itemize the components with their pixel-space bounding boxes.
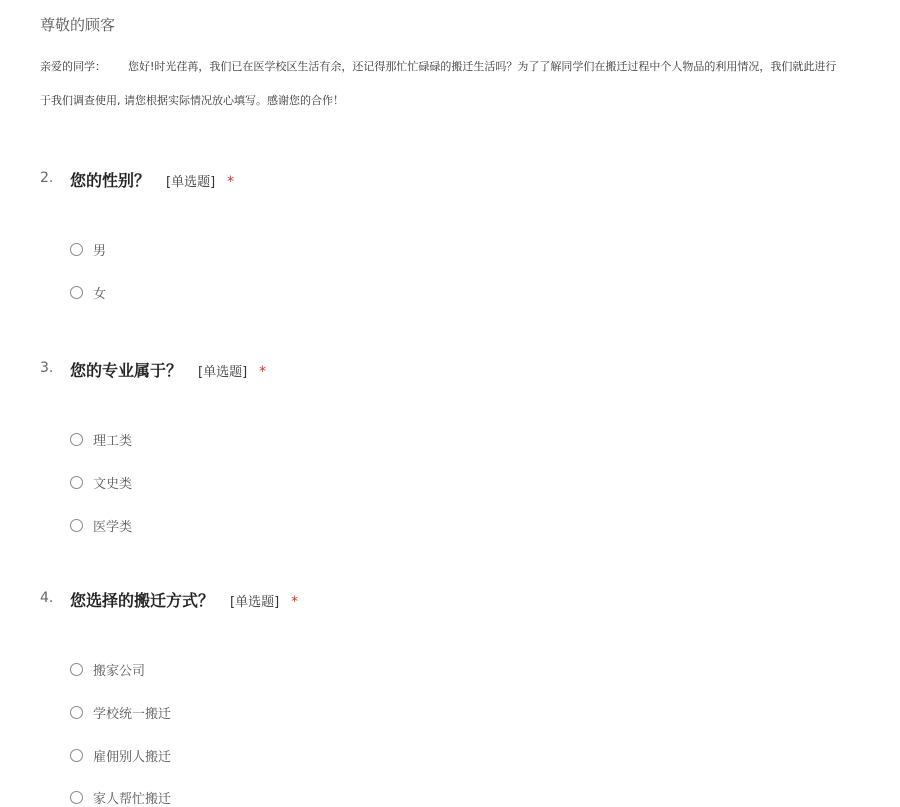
question-moving-method xyxy=(0,588,900,807)
question-title: 您的性别？ [单选题] * xyxy=(70,171,235,190)
option-radio-liberal-arts[interactable] xyxy=(70,472,132,492)
required-marker: * xyxy=(291,594,299,610)
question-type-label: [单选题] xyxy=(198,365,248,380)
option-radio-female[interactable] xyxy=(70,282,106,302)
radio-button[interactable] xyxy=(70,749,83,762)
required-marker: * xyxy=(227,174,235,190)
question-gender xyxy=(0,168,900,302)
option-label: 搬家公司 xyxy=(93,663,146,679)
page-header-title: 尊敬的顾客 xyxy=(40,16,116,34)
intro-greeting: 亲爱的同学： xyxy=(40,60,106,73)
option-label: 学校统一搬迁 xyxy=(93,706,172,722)
option-label: 家人帮忙搬迁 xyxy=(93,791,172,807)
option-radio-family-help[interactable] xyxy=(70,787,171,807)
radio-button[interactable] xyxy=(70,476,83,489)
question-major xyxy=(0,358,900,535)
question-number: 2. xyxy=(40,170,54,186)
question-title: 您选择的搬迁方式？ [单选题] * xyxy=(70,591,299,610)
option-label: 医学类 xyxy=(93,519,133,535)
radio-button[interactable] xyxy=(70,663,83,676)
question-title: 您的专业属于？ [单选题] * xyxy=(70,361,267,380)
option-label: 女 xyxy=(93,286,107,302)
option-radio-male[interactable] xyxy=(70,239,106,259)
option-label: 雇佣别人搬迁 xyxy=(93,749,172,765)
required-marker: * xyxy=(259,364,267,380)
option-label: 文史类 xyxy=(93,476,133,492)
option-radio-medicine[interactable] xyxy=(70,515,132,535)
option-label: 理工类 xyxy=(93,433,133,449)
radio-button[interactable] xyxy=(70,433,83,446)
option-label: 男 xyxy=(93,243,107,259)
intro-text-line-1 xyxy=(40,58,836,74)
intro-body-line-1: 您好!时光荏苒，我们已在医学校区生活有余，还记得那忙忙碌碌的搬迁生活吗？为了了解同学们在搬迁过程中个人物品的利用情况，我们就此进行 xyxy=(128,60,837,73)
question-type-label: [单选题] xyxy=(166,175,216,190)
radio-button[interactable] xyxy=(70,519,83,532)
radio-button[interactable] xyxy=(70,286,83,299)
question-number: 3. xyxy=(40,360,54,376)
intro-text-line-2: 于我们调查使用, 请您根据实际情况放心填写。感谢您的合作！ xyxy=(40,94,344,107)
question-type-label: [单选题] xyxy=(230,595,280,610)
radio-button[interactable] xyxy=(70,243,83,256)
radio-button[interactable] xyxy=(70,706,83,719)
question-number: 4. xyxy=(40,590,54,606)
option-radio-moving-company[interactable] xyxy=(70,659,145,679)
option-radio-science-engineering[interactable] xyxy=(70,429,132,449)
option-radio-school-unified[interactable] xyxy=(70,702,171,722)
option-radio-hired-help[interactable] xyxy=(70,745,171,765)
radio-button[interactable] xyxy=(70,791,83,804)
